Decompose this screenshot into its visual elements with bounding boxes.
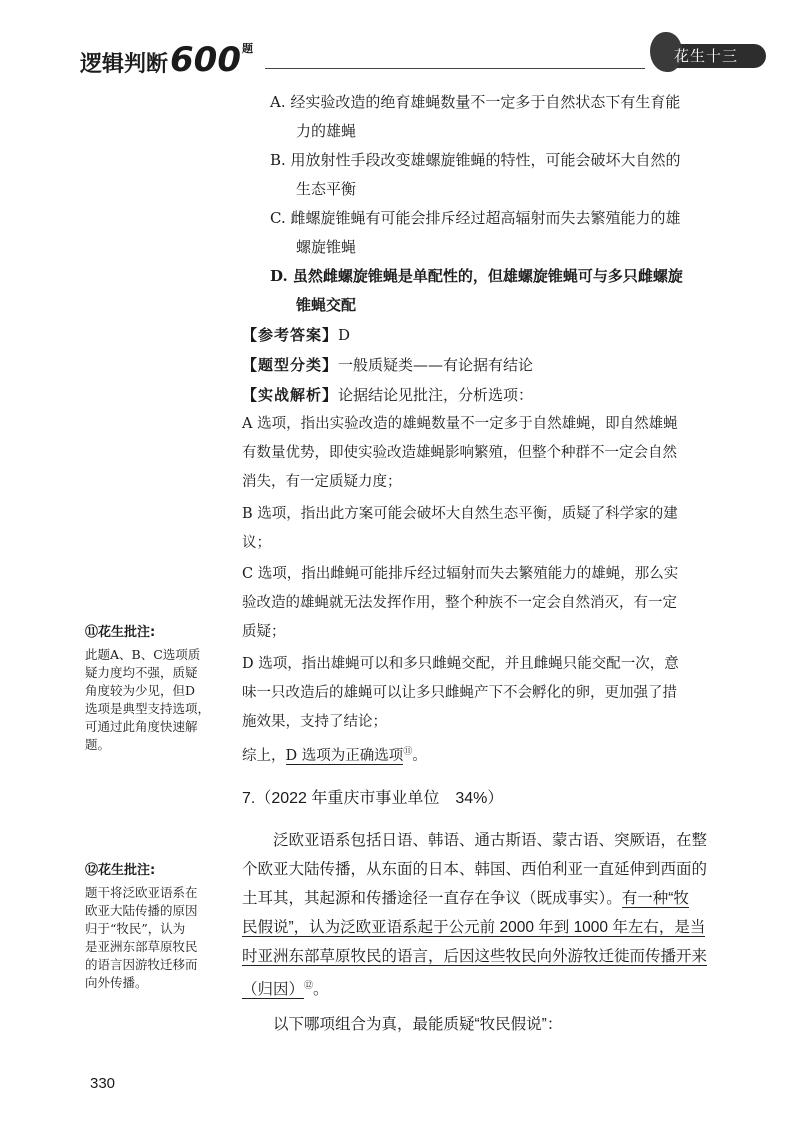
analysis-line: 施效果，支持了结论； [242, 714, 387, 730]
book-title [80, 40, 253, 80]
side-note-11 [85, 624, 230, 754]
passage-text: 土耳其，其起源和传播途径一直存在争议（既成事实）。 [242, 890, 622, 907]
side-note-body [85, 646, 230, 754]
side-note-line: 是亚洲东部草原牧民 [85, 939, 198, 954]
analysis-c [242, 560, 742, 647]
side-note-line: 向外传播。 [85, 975, 148, 990]
side-note-line: 题干将泛欧亚语系在 [85, 885, 198, 900]
option-line: 螺旋锥蝇 [296, 238, 357, 256]
option-line: 力的雄蝇 [296, 122, 357, 140]
passage-line [242, 971, 742, 1004]
passage-line [242, 942, 742, 971]
book-title-number: 600 [170, 40, 241, 80]
page-header [0, 0, 800, 80]
book-title-suffix: 题 [242, 42, 253, 55]
analysis-tag: 【实战解析】 [242, 386, 339, 404]
side-note-line: 题。 [85, 737, 111, 752]
analysis-intro: 论据结论见批注，分析选项： [338, 386, 534, 404]
passage-underlined: 时亚洲东部草原牧民的语言，后因这些牧民向外游牧迁徙而传播开来 [242, 948, 708, 965]
option-line: 生态平衡 [296, 180, 357, 198]
analysis-line: 有数量优势，即使实验改造雄蝇影响繁殖，但整个种群不一定会自然 [242, 445, 677, 461]
reference-answer-tag: 【参考答案】 [242, 326, 339, 344]
option-d [270, 262, 740, 320]
analysis-line: 味一只改造后的雄蝇可以让多只雌蝇产下不会孵化的卵，更加强了措 [242, 685, 677, 701]
note-mark-12: ⑫ [304, 980, 314, 990]
passage-line: 个欧亚大陆传播，从东面的日本、韩国、西伯利亚一直延伸到西面的 [242, 861, 708, 878]
side-note-line: 角度较为少见，但D [85, 683, 196, 698]
side-note-body [85, 884, 230, 992]
analysis-line: B 选项，指出此方案可能会破坏大自然生态平衡，质疑了科学家的建 [242, 506, 678, 522]
passage-line [242, 913, 742, 942]
analysis-line: D 选项，指出雄蝇可以和多只雌蝇交配，并且雌蝇只能交配一次，意 [242, 656, 679, 672]
option-line: D. 虽然雌螺旋锥蝇是单配性的，但雄螺旋锥蝇可与多只雌螺旋 [270, 267, 683, 285]
side-note-line: 选项是典型支持选项， [85, 701, 211, 716]
passage-underlined: 有一种“牧 [621, 890, 689, 907]
reference-answer-value: D [338, 326, 351, 344]
option-line: 锥蝇交配 [296, 296, 357, 314]
option-a [270, 88, 740, 146]
analysis-b [242, 500, 742, 558]
option-line: B. 用放射性手段改变雄螺旋锥蝇的特性，可能会破坏大自然的 [270, 151, 681, 169]
passage-underlined: 民假说”，认为泛欧亚语系起于公元前 2000 年到 1000 年左右，是当 [242, 919, 706, 936]
conclusion-prefix: 综上， [242, 747, 286, 764]
page-number: 330 [90, 1075, 116, 1092]
question-source: （2022 年重庆市事业单位 34%） [255, 790, 504, 807]
conclusion-underlined: D 选项为正确选项 [285, 747, 404, 764]
option-line: A. 经实验改造的绝育雄蝇数量不一定多于自然状态下有生育能 [270, 93, 681, 111]
analysis-line: 质疑； [242, 624, 286, 640]
conclusion-end: 。 [412, 747, 427, 764]
analysis-heading [242, 382, 533, 408]
analysis-a [242, 410, 742, 497]
side-note-line: 可通过此角度快速解 [85, 719, 198, 734]
side-note-12 [85, 862, 230, 992]
series-badge-label: 花生十三 [674, 47, 739, 65]
analysis-d [242, 650, 742, 737]
note-mark-11: ⑪ [403, 747, 413, 757]
question-type-value: 一般质疑类——有论据有结论 [338, 356, 534, 374]
side-note-line: 欧亚大陆传播的原因 [85, 903, 198, 918]
side-note-line: 的语言因游牧迁移而 [85, 957, 198, 972]
side-note-title: ⑫花生批注: [85, 863, 156, 878]
option-b [270, 146, 740, 204]
passage-end: 。 [313, 981, 329, 999]
question-type [242, 352, 533, 378]
analysis-line: 消失，有一定质疑力度； [242, 474, 402, 490]
passage-line [242, 884, 742, 913]
question-7-header [242, 785, 503, 808]
question-passage [242, 826, 742, 1004]
question-type-tag: 【题型分类】 [242, 356, 339, 374]
side-note-line: 归于“牧民”，认为 [85, 921, 186, 936]
book-title-text: 逻辑判断 [80, 52, 169, 77]
analysis-line: 验改造的雄蝇就无法发挥作用，整个种族不一定会自然消灭，有一定 [242, 595, 677, 611]
option-line: C. 雌螺旋锥蝇有可能会排斥经过超高辐射而失去繁殖能力的雄 [270, 209, 681, 227]
analysis-conclusion [242, 738, 742, 771]
question-prompt: 以下哪项组合为真，最能质疑“牧民假说”： [273, 1016, 563, 1033]
passage-underlined: （归因） [242, 981, 305, 999]
series-badge [650, 36, 770, 72]
reference-answer [242, 322, 350, 348]
side-note-line: 疑力度均不强，质疑 [85, 665, 198, 680]
side-note-title: ⑪花生批注: [85, 625, 156, 640]
option-c [270, 204, 740, 262]
question-number: 7. [242, 790, 256, 807]
analysis-line: C 选项，指出雌蝇可能排斥经过辐射而失去繁殖能力的雄蝇，那么实 [242, 566, 679, 582]
conclusion-line [242, 738, 742, 771]
analysis-line: 议； [242, 535, 271, 551]
header-rule [265, 68, 645, 69]
side-note-line: 此题A、B、C选项质 [85, 647, 201, 662]
passage-line: 泛欧亚语系包括日语、韩语、通古斯语、蒙古语、突厥语，在整 [273, 832, 708, 849]
analysis-line: A 选项，指出实验改造的雄蝇数量不一定多于自然雄蝇，即自然雄蝇 [242, 416, 678, 432]
